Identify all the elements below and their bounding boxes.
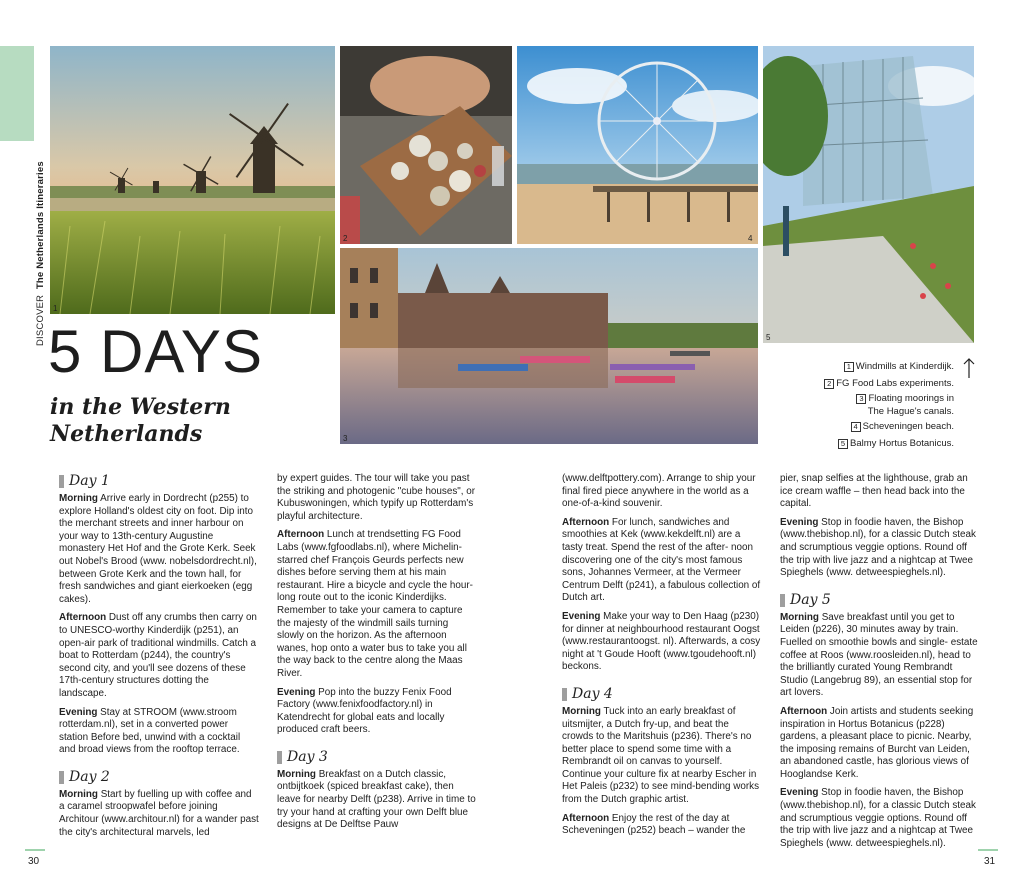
day-heading: Day 4 [562, 686, 762, 702]
page-number-right: 31 [984, 856, 996, 867]
photo-number: 2 [343, 234, 348, 243]
paragraph: Morning Breakfast on a Dutch classic, ontbijtkoek (spiced breakfast cake), then leave for nearby Delft (p238). Arrive in time to try your hand at crafting your own Delft blue designs at De Delftse Pauw [277, 768, 476, 831]
arrow-up-icon [962, 357, 976, 379]
page-title: 5 DAYS [48, 318, 263, 385]
paragraph: Afternoon Join artists and students seeking inspiration in Hortus Botanicus (p228) gardens, a pleasant place to picnic. Nearby, the imposing remains of Burcht van Leiden, an abandoned castle, has glorious views of Hooglandse Kerk. [780, 705, 974, 780]
text-column-2 [277, 473, 477, 838]
photo-food-labs [340, 46, 512, 244]
section-name: The Netherlands Itineraries [35, 161, 46, 290]
day-heading: Day 1 [59, 473, 259, 489]
photo-hortus-botanicus [763, 46, 974, 343]
paragraph: Evening Stop in foodie haven, the Bishop (www.thebishop.nl), for a classic Dutch steak and scrumptious veggie options. Round off the trip with live jazz and a nightcap at Twee Spieghels (www. detweespieghels.nl). [780, 787, 976, 849]
paragraph: Afternoon Lunch at trendsetting FG Food Labs (www.fgfoodlabs.nl), where Michelin-starred chef François Geurds perfects new dishes before serving them at his main restaurant. Hire a bicycle and cycle the hour-long route out to the iconic Kinderdijks. Remember to take your camera to capture the majesty of the windmill sails turning slowly on the horizon. As the afternoon wanes, hop onto a water bus to take you all the way back to the centre along the Maas River. [277, 529, 473, 679]
paragraph: by expert guides. The tour will take you past the striking and photogenic "cube houses", or Kubuswoningen, which typify up Rotterdam's playful architecture. [277, 473, 476, 522]
page-subtitle [50, 394, 231, 448]
subtitle-line: Netherlands [50, 421, 203, 447]
section-label [35, 161, 46, 346]
day-heading: Day 2 [59, 769, 259, 785]
paragraph: Evening Make your way to Den Haag (p230) for dinner at neighbourhood restaurant Oogst (www.restaurantoogst. nl). Afterwards, a cosy night at 't Goude Hooft (www.tgoudehooft.nl) beckons. [562, 610, 761, 673]
folio-accent [978, 849, 998, 851]
caption-1: 1 Windmills at Kinderdijk. [824, 358, 954, 375]
caption-3-cont: The Hague's canals. [867, 406, 954, 417]
paragraph: (www.delftpottery.com). Arrange to ship your final fired piece anywhere in the world as a one-of-a-kind souvenir. [562, 473, 756, 510]
photo-windmills [50, 46, 335, 314]
text-column-3 [562, 473, 762, 844]
photo-hague-canal [340, 248, 758, 444]
paragraph: Evening Stop in foodie haven, the Bishop (www.thebishop.nl), for a classic Dutch steak and scrumptious veggie options. Round off the trip with live jazz and a nightcap at Twee Spieghels (www. detweespieghels.nl). [780, 516, 976, 579]
paragraph: Morning Start by fuelling up with coffee and a caramel stroopwafel before joining Architour (www.architour.nl) for a wander past the city's architectural marvels, led [59, 788, 259, 838]
section-prefix: DISCOVER [35, 294, 46, 346]
paragraph: Morning Save breakfast until you get to Leiden (p226), 30 minutes away by train. Fuelled on smoothie bowls and single- estate coffee at Roos (www.roosleiden.nl), head to the brilliantly curated Young Rembrandt Studio (Langebrug 89), an essential stop for art lovers. [780, 611, 978, 699]
caption-2: 2 FG Food Labs experiments. [824, 375, 954, 392]
page-number-left: 30 [28, 856, 40, 867]
caption-3: 3 Floating moorings in [824, 392, 954, 405]
photo-number: 1 [53, 304, 58, 313]
photo-number: 5 [766, 333, 771, 342]
paragraph: Afternoon For lunch, sandwiches and smoothies at Kek (www.kekdelft.nl) are a tasty treat. Spend the rest of the after- noon discovering one of the city's most famous sons, Johannes Vermeer, at the Vermeer Centrum Delft (p241), a fabulous collection of Dutch art. [562, 516, 761, 604]
paragraph: Evening Stay at STROOM (www.stroom rotterdam.nl), set in a converted power station Before bed, unwind with a cocktail and broad views from the rooftop terrace. [59, 706, 241, 756]
photo-captions [824, 358, 954, 452]
paragraph: Afternoon Dust off any crumbs then carry on to UNESCO-worthy Kinderdijk (p251), an open-air park of traditional windmills. Catch a boat to Rotterdam (p244), the country's second city, and you'll see dozens of these 17th-century structures dotting the landscape. [59, 612, 257, 699]
folio-accent [25, 849, 45, 851]
text-column-1 [59, 473, 259, 845]
day-heading: Day 5 [780, 592, 980, 608]
photo-number: 3 [343, 434, 348, 443]
photo-scheveningen [517, 46, 758, 244]
paragraph: Morning Arrive early in Dordrecht (p255) to explore Holland's oldest city on foot. Dip into the merchant streets and inner harbour on your way to 13th-century Augustine monastery Het Hof and the Grote Kerk. Seek out Nobel's Brood (www. nobelsdordrecht.nl), between Grote Kerk and the town hall, for fresh sandwiches and giant eierkoeken (egg cakes). [59, 493, 257, 605]
day-heading: Day 3 [277, 749, 477, 765]
paragraph: Evening Pop into the buzzy Fenix Food Factory (www.fenixfoodfactory.nl) in Katendrecht for global eats and locally produced craft beers. [277, 686, 452, 736]
paragraph: Afternoon Enjoy the rest of the day at Scheveningen (p252) beach – wander the [562, 812, 746, 837]
caption-4: 4 Scheveningen beach. [824, 418, 954, 435]
paragraph: Morning Tuck into an early breakfast of uitsmijter, a Dutch fry-up, and beat the crowds to the Maritshuis (p236). There's no better place to spend some time with a Rembrandt oil on canvas to yourself. Continue your culture fix at nearby Escher in Het Paleis (p232) to see mind-bending works from the Dutch graphic artist. [562, 705, 760, 806]
section-color-tab [0, 46, 34, 141]
caption-5: 5 Balmy Hortus Botanicus. [824, 435, 954, 452]
photo-number: 4 [748, 234, 753, 243]
text-column-4 [780, 473, 980, 856]
paragraph: pier, snap selfies at the lighthouse, grab an ice cream waffle – then head back into the capital. [780, 473, 968, 510]
subtitle-line: in the Western [50, 394, 231, 420]
